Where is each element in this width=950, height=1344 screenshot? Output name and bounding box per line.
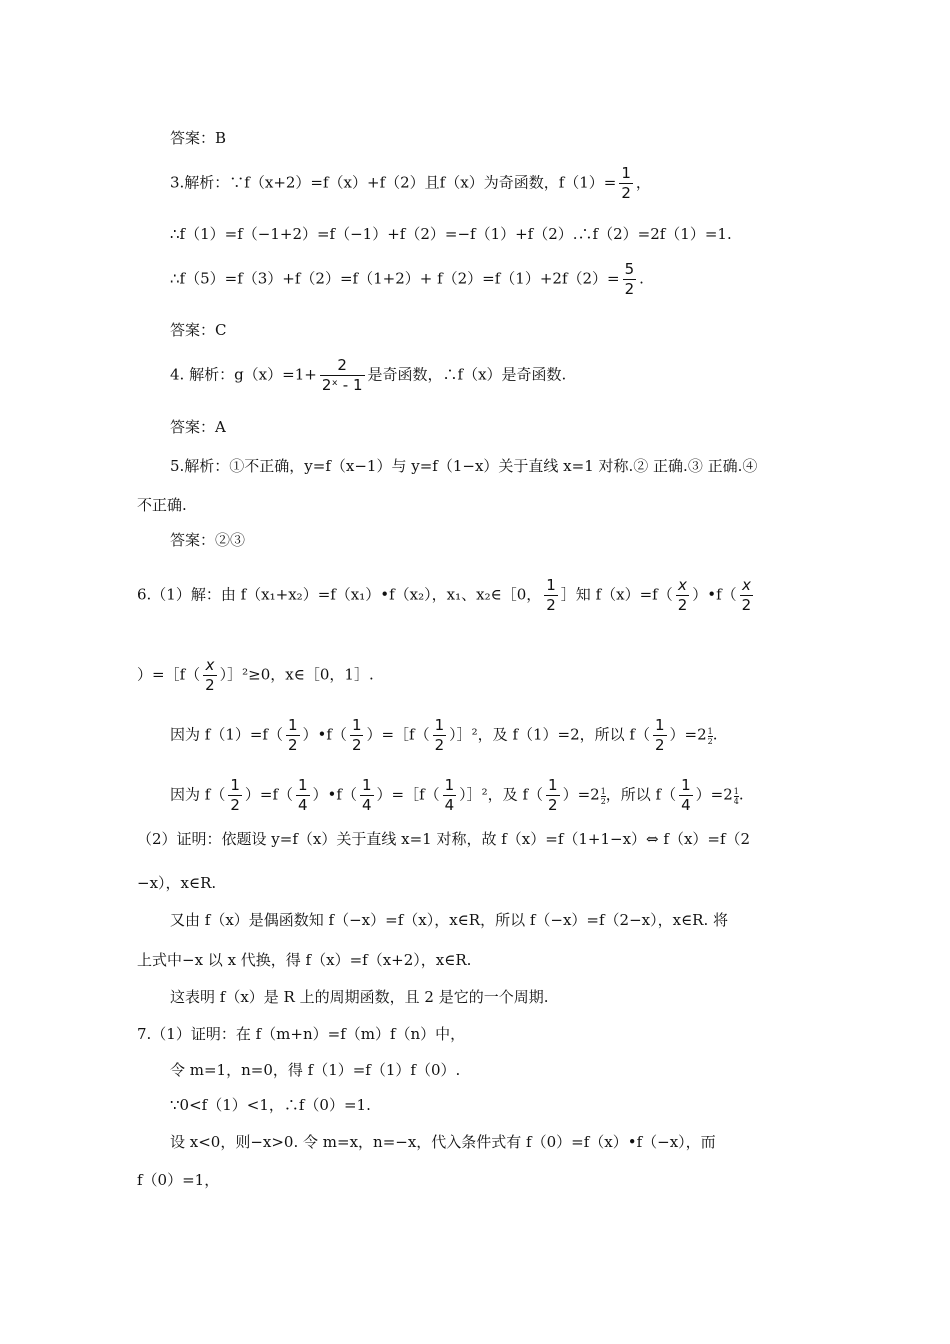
q6-line-3: 因为 f（1）=f（ $\frac{1}{2}$ ）•f（ $\frac{1}{2}$ ）=［f（ $\frac{1}{2}$ ）］²，及 f（1）=2，所以 f（ $\frac{1}{2}$ ）=2 $\frac{1}{2}$ . (170, 716, 718, 754)
answer-2: 答案：B (170, 129, 227, 147)
q6-line-1 (137, 578, 756, 613)
q6-part2-line-2: −x），x∈R. (137, 874, 217, 892)
q7-line-1: 7.（1）证明：在 f（m+n）=f（m）f（n）中， (137, 1025, 466, 1043)
q6-l4-a: 因为 f（ (170, 785, 226, 804)
q6-line-4: 因为 f（ $\frac{1}{2}$ ）=f（ $\frac{1}{4}$ ）•f（ $\frac{1}{4}$ ）=［f（ $\frac{1}{4}$ ）］²，及 f（ $\frac{1}{2}$ ）=2 $\frac{1}{2}$ ，所以 f（ $\frac{1}{4}$ ）=2 $\frac{1}{4}$ . (170, 776, 744, 814)
fraction-x-half: $\frac{x}{2}$ (205, 656, 215, 694)
fraction-x-half: $\frac{x}{2}$ (677, 576, 688, 614)
q3-line-1: 3.解析：∵f（x+2）=f（x）+f（2）且f（x）为奇函数，f（1）= $\frac{1}{2}$ ， (170, 164, 651, 202)
q6-l4-f: ）=2 (562, 785, 600, 804)
q6-l4-e: ）］²，及 f（ (459, 785, 544, 804)
q6-l4-g: ，所以 f（ (605, 785, 677, 804)
fraction-one-half: $\frac{1}{2}$ (546, 576, 556, 614)
q6-part2-line-1: （2）证明：依题设 y=f（x）关于直线 x=1 对称，故 f（x）=f（1+1−x）⇔ f（x）=f（2 (137, 830, 751, 848)
q6-l3-e: ）=2 (669, 725, 707, 744)
fraction-one-quarter: $\frac{1}{4}$ (361, 776, 372, 814)
q4-line (170, 358, 566, 393)
answer-5: 答案：②③ (170, 531, 246, 549)
q6-l3-c: ）=［f（ (366, 725, 430, 744)
fraction-one-half: $\frac{1}{2}$ (434, 716, 445, 754)
q6-l4-h: ）=2 (695, 785, 733, 804)
fraction-five-half: $\frac{5}{2}$ (624, 260, 635, 298)
answer-4: 答案：A (170, 418, 226, 436)
q6-l4-d: ）=［f（ (376, 785, 440, 804)
q6-text-b: ］知 f（x）=f（ (560, 585, 673, 604)
q6-l2-b: ）］²≥0，x∈［0，1］. (219, 665, 374, 684)
q6-l3-d: ）］²，及 f（1）=2，所以 f（ (449, 725, 650, 744)
fraction-one-half: $\frac{1}{2}$ (548, 776, 558, 814)
q6-l3-b: ）•f（ (302, 725, 347, 744)
fraction-one-half: $\frac{1}{2}$ (621, 164, 631, 202)
fraction-g: $\frac{2}{\text{2ˣ - 1}}$ (321, 356, 363, 394)
answer-3: 答案：C (170, 321, 227, 339)
q3-line-2: ∴f（1）=f（−1+2）=f（−1）+f（2）=−f（1）+f（2）.∴f（2）=2f（1）=1. (170, 225, 732, 243)
fraction-one-half: $\frac{1}{2}$ (654, 716, 665, 754)
q6-text-a: 6.（1）解：由 f（x₁+x₂）=f（x₁）•f（x₂），x₁、x₂∈［0， (137, 585, 542, 604)
fraction-one-half: $\frac{1}{2}$ (351, 716, 362, 754)
q3-line-3-text: ∴f（5）=f（3）+f（2）=f（1+2）+ f（2）=f（1）+2f（2）= (170, 269, 620, 288)
q4-text: 4. 解析：g（x）=1+ (170, 365, 317, 384)
q7-line-4: 设 x<0，则−x>0. 令 m=x，n=−x，代入条件式有 f（0）=f（x）•f（−x），而 (170, 1133, 716, 1151)
q7-line-2: 令 m=1，n=0，得 f（1）=f（1）f（0）. (170, 1061, 461, 1079)
q3-line-3: ∴f（5）=f（3）+f（2）=f（1+2）+ f（2）=f（1）+2f（2）= $\frac{5}{2}$ . (170, 260, 644, 298)
q6-l4-c: ）•f（ (312, 785, 357, 804)
q6-part2-line-5: 这表明 f（x）是 R 上的周期函数，且 2 是它的一个周期. (170, 988, 549, 1006)
exponent-one-half: $\frac{1}{2}$ (707, 726, 713, 746)
exponent-one-half: $\frac{1}{2}$ (600, 786, 606, 806)
fraction-one-quarter: $\frac{1}{4}$ (681, 776, 691, 814)
fraction-one-quarter: $\frac{1}{4}$ (298, 776, 308, 814)
q4-text-post: 是奇函数，∴f（x）是奇函数. (367, 365, 567, 384)
q3-text: 3.解析：∵f（x+2）=f（x）+f（2）且f（x）为奇函数，f（1）= (170, 173, 617, 192)
q6-text-c: ）•f（ (692, 585, 737, 604)
q6-l2-a: ）=［f（ (137, 665, 201, 684)
q7-line-3: ∵0<f（1）<1，∴f（0）=1. (170, 1096, 371, 1114)
exponent-one-quarter: $\frac{1}{4}$ (733, 786, 739, 806)
fraction-one-quarter: $\frac{1}{4}$ (444, 776, 455, 814)
q5-line-2: 不正确. (137, 496, 187, 514)
q6-part2-line-3: 又由 f（x）是偶函数知 f（−x）=f（x），x∈R，所以 f（−x）=f（2−x），x∈R. 将 (170, 911, 728, 929)
q6-line-2 (137, 658, 374, 693)
q6-l4-b: ）=f（ (244, 785, 293, 804)
q6-part2-line-4: 上式中−x 以 x 代换，得 f（x）=f（x+2），x∈R. (137, 951, 472, 969)
fraction-one-half: $\frac{1}{2}$ (287, 716, 298, 754)
fraction-one-half: $\frac{1}{2}$ (230, 776, 240, 814)
q7-line-5: f（0）=1， (137, 1171, 220, 1189)
fraction-x-half: $\frac{x}{2}$ (741, 576, 752, 614)
q5-line-1: 5.解析：①不正确，y=f（x−1）与 y=f（1−x）关于直线 x=1 对称.② 正确.③ 正确.④ (170, 457, 758, 475)
q6-l3-a: 因为 f（1）=f（ (170, 725, 283, 744)
